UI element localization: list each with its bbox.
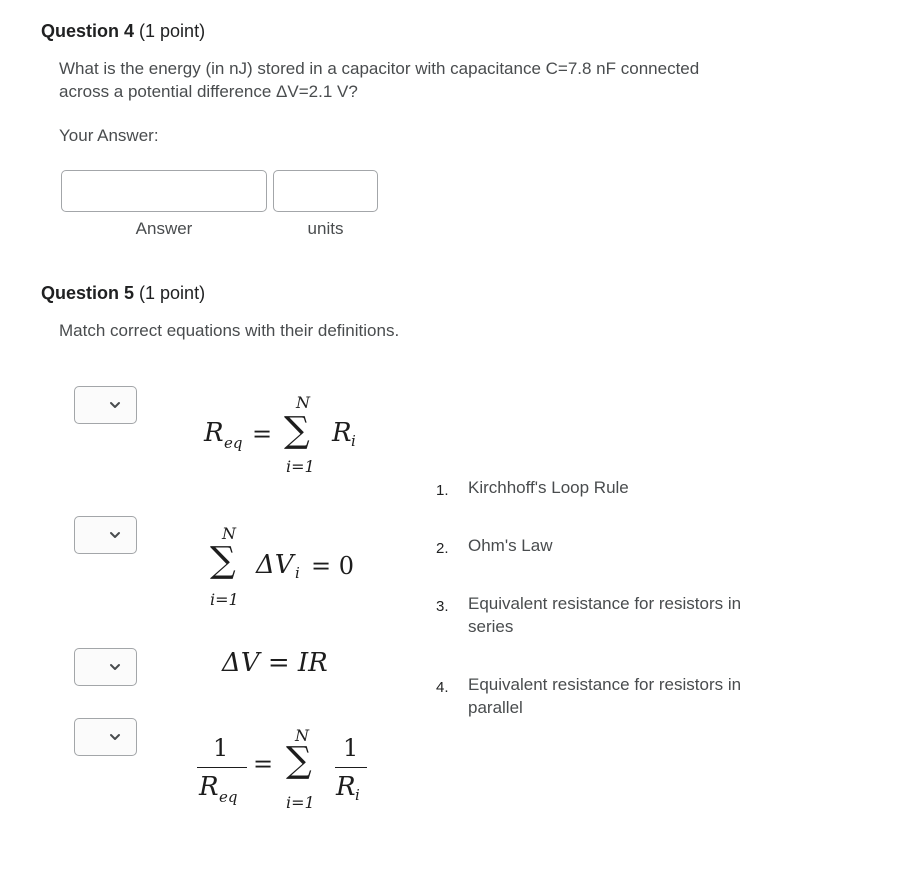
eq1-sigma: ∑ (284, 410, 310, 451)
eq4-lower: i=1 (286, 793, 315, 812)
eq4-term-fraction-bar (335, 767, 367, 768)
definition-line1: Kirchhoff's Loop Rule (468, 478, 629, 497)
definition-text (468, 476, 798, 499)
eq1-upper: N (296, 393, 310, 412)
equation-parallel-resistance (195, 724, 395, 819)
equation-kirchhoff-loop (200, 520, 400, 610)
definition-line1: Ohm's Law (468, 536, 553, 555)
definition-line1: Equivalent resistance for resistors in (468, 594, 742, 613)
question-5-title (41, 283, 205, 304)
eq1-equals: = (252, 420, 273, 448)
eq2-term-sub: i (295, 564, 300, 582)
definition-item-1 (436, 476, 816, 500)
question-5-text: Match correct equations with their definitions. (59, 321, 400, 340)
eq2-term: ΔV (256, 550, 294, 580)
eq4-term-numerator: 1 (343, 734, 359, 762)
eq4-upper: N (295, 726, 309, 745)
eq1-lower: i=1 (286, 457, 315, 476)
eq1-lhs: R (204, 418, 224, 448)
eq4-numerator: 1 (213, 734, 229, 762)
definition-text (468, 592, 798, 638)
chevron-down-icon (108, 730, 122, 744)
definition-line1: Equivalent resistance for resistors in (468, 675, 742, 694)
eq4-sigma: ∑ (286, 740, 312, 781)
eq4-fraction-bar (197, 767, 247, 768)
units-sub-label: units (307, 219, 344, 238)
eq2-sigma: ∑ (210, 540, 236, 581)
definition-number: 4. (436, 679, 449, 696)
eq4-term-denominator-sub: i (355, 786, 360, 804)
eq1-term: R (332, 418, 352, 448)
eq4-equals: = (253, 750, 274, 778)
eq2-lower: i=1 (210, 590, 239, 609)
definition-item-4 (436, 673, 816, 721)
definition-item-3 (436, 592, 816, 640)
question-5-label: Question 5 (41, 283, 135, 303)
answer-input[interactable] (61, 170, 267, 212)
chevron-down-icon (108, 660, 122, 674)
answer-sub-label: Answer (135, 219, 193, 238)
your-answer-label: Your Answer: (59, 126, 159, 145)
eq1-lhs-sub: eq (224, 434, 243, 452)
chevron-down-icon (108, 528, 122, 542)
question-4-text (59, 57, 699, 103)
eq4-denominator-sub: eq (219, 788, 238, 806)
question-4-text-line1: What is the energy (in nJ) stored in a capacitor with capacitance C=7.8 nF connected (59, 59, 700, 78)
eq1-term-sub: i (351, 432, 356, 450)
definition-number: 3. (436, 598, 449, 615)
definition-item-2 (436, 534, 816, 558)
units-input[interactable] (273, 170, 378, 212)
match-select-4[interactable] (74, 718, 137, 756)
equation-series-resistance (200, 390, 400, 480)
match-select-3[interactable] (74, 648, 137, 686)
chevron-down-icon (108, 398, 122, 412)
definition-number: 1. (436, 482, 449, 499)
question-4-label: Question 4 (41, 21, 135, 41)
eq2-upper: N (222, 524, 236, 543)
match-select-1[interactable] (74, 386, 137, 424)
eq2-rhs: = 0 (311, 552, 355, 580)
definition-line2: series (468, 617, 514, 636)
definition-number: 2. (436, 540, 449, 557)
question-4-text-line2: across a potential difference ΔV=2.1 V? (59, 82, 358, 101)
equation-ohms-law: ΔV = IR (222, 648, 328, 678)
match-select-2[interactable] (74, 516, 137, 554)
question-4-title (41, 21, 205, 42)
eq4-denominator: R (199, 772, 219, 802)
definition-line2: parallel (468, 698, 523, 717)
question-5-points: (1 point) (139, 283, 206, 303)
question-4-points: (1 point) (139, 21, 206, 41)
definition-text (468, 673, 798, 719)
definition-text (468, 534, 798, 557)
eq4-term-denominator: R (336, 772, 356, 802)
